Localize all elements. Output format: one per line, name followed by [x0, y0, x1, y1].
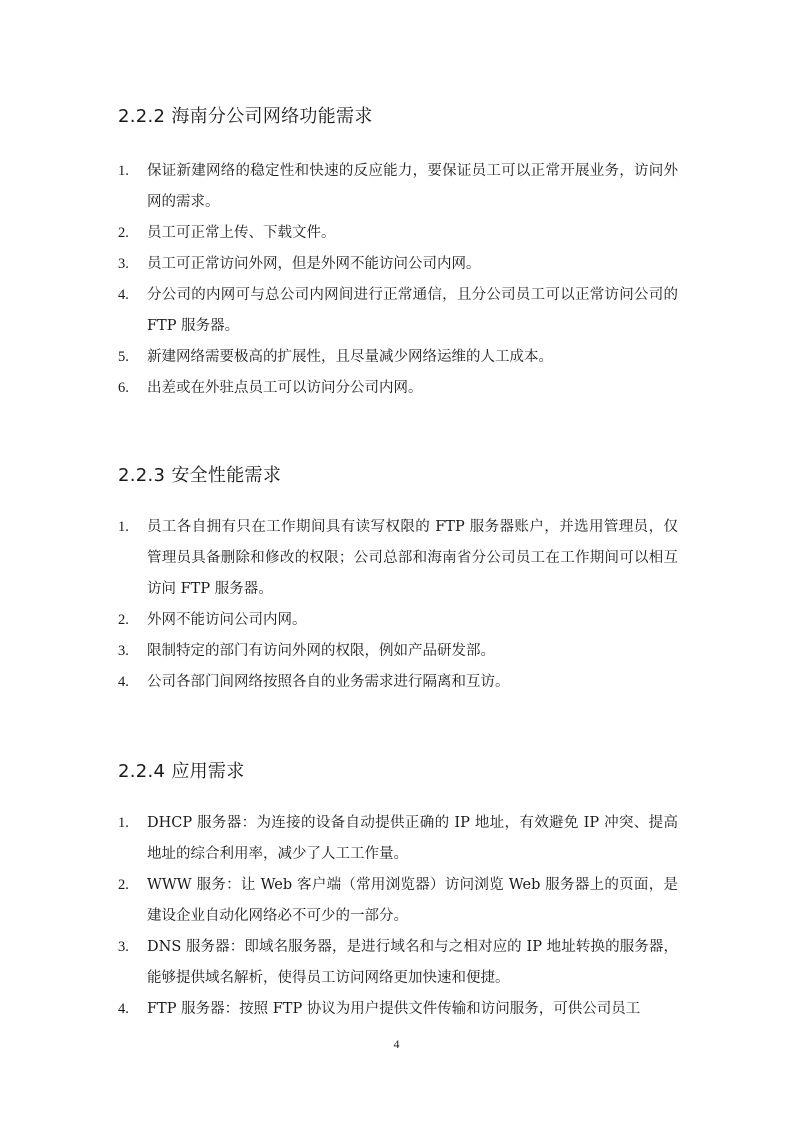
item-text: 限制特定的部门有访问外网的权限，例如产品研发部。 — [147, 643, 495, 659]
item-text: DNS 服务器：即域名服务器，是进行域名和与之相对应的 IP 地址转换的服务器，能够提供域名解析，使得员工访问网络更加快速和便捷。 — [147, 939, 678, 986]
list-item — [118, 667, 678, 698]
list-item — [118, 512, 678, 605]
item-number: 4. — [118, 674, 129, 690]
list-item — [118, 218, 678, 249]
item-number: 3. — [118, 643, 129, 659]
page-number: 4 — [393, 1037, 400, 1051]
item-number: 2. — [118, 877, 129, 893]
list-item — [118, 994, 678, 1025]
item-text: WWW 服务：让 Web 客户端（常用浏览器）访问浏览 Web 服务器上的页面，是建设企业自动化网络必不可少的一部分。 — [147, 877, 678, 924]
list-item — [118, 870, 678, 932]
list-item — [118, 280, 678, 342]
section-heading: 2.2.4 应用需求 — [118, 761, 245, 782]
item-text: 分公司的内网可与总公司内网间进行正常通信，且分公司员工可以正常访问公司的 FTP 服务器。 — [147, 287, 678, 334]
list-item — [118, 373, 678, 404]
list-item — [118, 636, 678, 667]
item-number: 4. — [118, 287, 129, 303]
item-text: 保证新建网络的稳定性和快速的反应能力，要保证员工可以正常开展业务，访问外网的需求。 — [147, 163, 678, 210]
item-text: 员工可正常访问外网，但是外网不能访问公司内网。 — [147, 256, 481, 272]
item-number: 3. — [118, 939, 129, 955]
list-item — [118, 342, 678, 373]
item-text: 员工各自拥有只在工作期间具有读写权限的 FTP 服务器账户，并选用管理员，仅管理员具备删除和修改的权限；公司总部和海南省分公司员工在工作期间可以相互访问 FTP 服务器。 — [147, 519, 678, 597]
item-number: 2. — [118, 225, 129, 241]
requirements-list — [118, 512, 678, 698]
item-text: 出差或在外驻点员工可以访问分公司内网。 — [147, 380, 423, 396]
item-text: 员工可正常上传、下载文件。 — [147, 225, 336, 241]
item-number: 6. — [118, 380, 129, 396]
item-number: 1. — [118, 815, 129, 831]
item-number: 5. — [118, 349, 129, 365]
list-item — [118, 808, 678, 870]
requirements-list — [118, 808, 678, 1025]
list-item — [118, 605, 678, 636]
item-number: 1. — [118, 163, 129, 179]
section-heading: 2.2.3 安全性能需求 — [118, 465, 282, 486]
item-text: DHCP 服务器：为连接的设备自动提供正确的 IP 地址，有效避免 IP 冲突、提高地址的综合利用率，减少了人工工作量。 — [147, 815, 678, 862]
item-number: 1. — [118, 519, 129, 535]
item-number: 3. — [118, 256, 129, 272]
item-text: FTP 服务器：按照 FTP 协议为用户提供文件传输和访问服务，可供公司员工 — [147, 1001, 641, 1017]
item-text: 新建网络需要极高的扩展性，且尽量减少网络运维的人工成本。 — [147, 349, 553, 365]
list-item — [118, 932, 678, 994]
item-number: 4. — [118, 1001, 129, 1017]
requirements-list — [118, 156, 678, 404]
item-number: 2. — [118, 612, 129, 628]
item-text: 外网不能访问公司内网。 — [147, 612, 307, 628]
section-heading: 2.2.2 海南分公司网络功能需求 — [118, 106, 373, 127]
list-item — [118, 156, 678, 218]
item-text: 公司各部门间网络按照各自的业务需求进行隔离和互访。 — [147, 674, 510, 690]
list-item — [118, 249, 678, 280]
